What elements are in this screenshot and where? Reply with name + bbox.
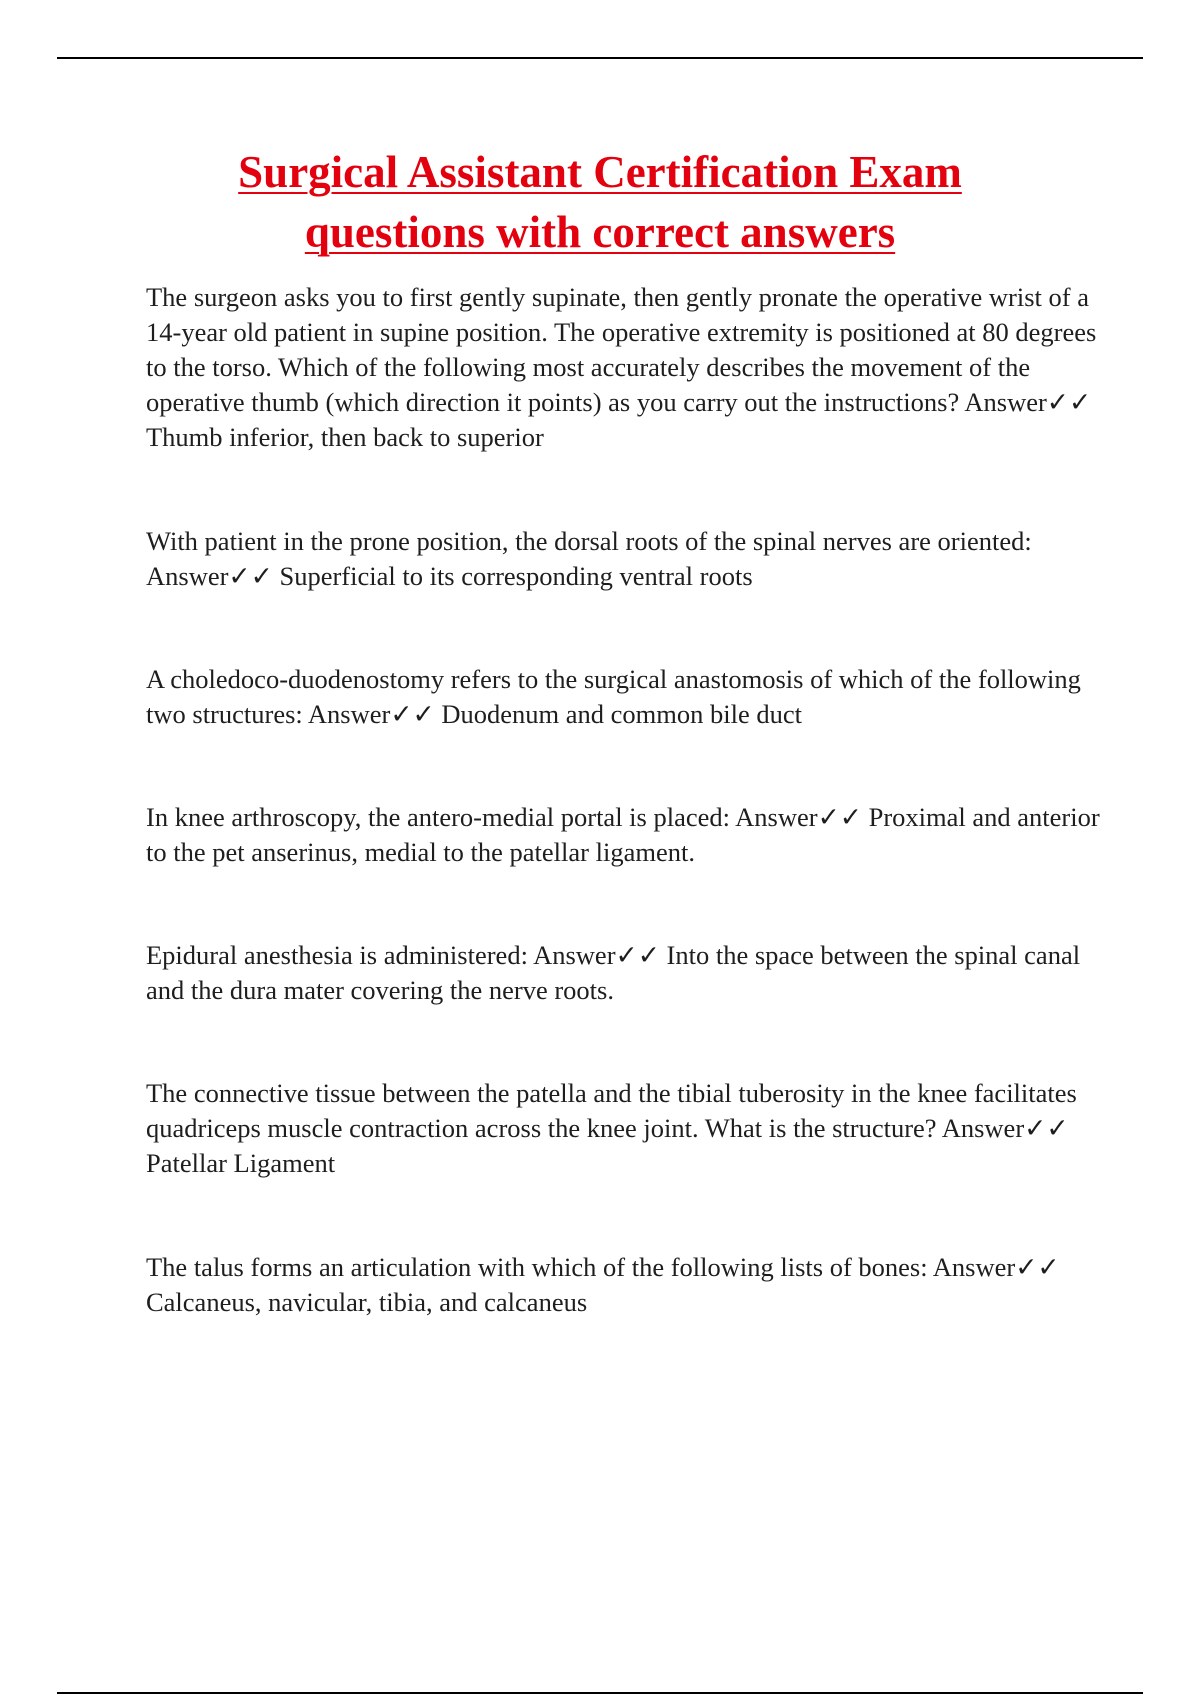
qa-paragraph: In knee arthroscopy, the antero-medial portal is placed: Answer✓✓ Proximal and anterior to the pet anserinus, medial to the patellar ligament. (146, 802, 1100, 867)
title-line-2: questions with correct answers (304, 207, 896, 257)
page-title (100, 142, 1100, 262)
qa-paragraph: The surgeon asks you to first gently supinate, then gently pronate the operative wrist of a 14-year old patient in supine position. The operative extremity is positioned at 80 degrees to the torso. Which of the following most accurately describes the movement of the operative thumb (which direction it points) as you carry out the instructions? Answer✓✓ Thumb inferior, then back to superior (146, 282, 1097, 452)
qa-paragraph: Epidural anesthesia is administered: Answer✓✓ Into the space between the spinal canal and the dura mater covering the nerve roots. (146, 940, 1081, 1005)
top-divider (57, 57, 1143, 59)
qa-paragraph: The talus forms an articulation with which of the following lists of bones: Answer✓✓ Calcaneus, navicular, tibia, and calcaneus (146, 1252, 1060, 1317)
bottom-divider (57, 1692, 1143, 1694)
title-line-1: Surgical Assistant Certification Exam (238, 147, 962, 197)
qa-paragraph: A choledoco-duodenostomy refers to the surgical anastomosis of which of the following two structures: Answer✓✓ Duodenum and common bile duct (146, 664, 1081, 729)
qa-paragraph: The connective tissue between the patella and the tibial tuberosity in the knee facilitates quadriceps muscle contraction across the knee joint. What is the structure? Answer✓✓ Patellar Ligament (146, 1078, 1077, 1178)
qa-paragraph: With patient in the prone position, the dorsal roots of the spinal nerves are oriented: Answer✓✓ Superficial to its corresponding ventral roots (146, 526, 1032, 591)
